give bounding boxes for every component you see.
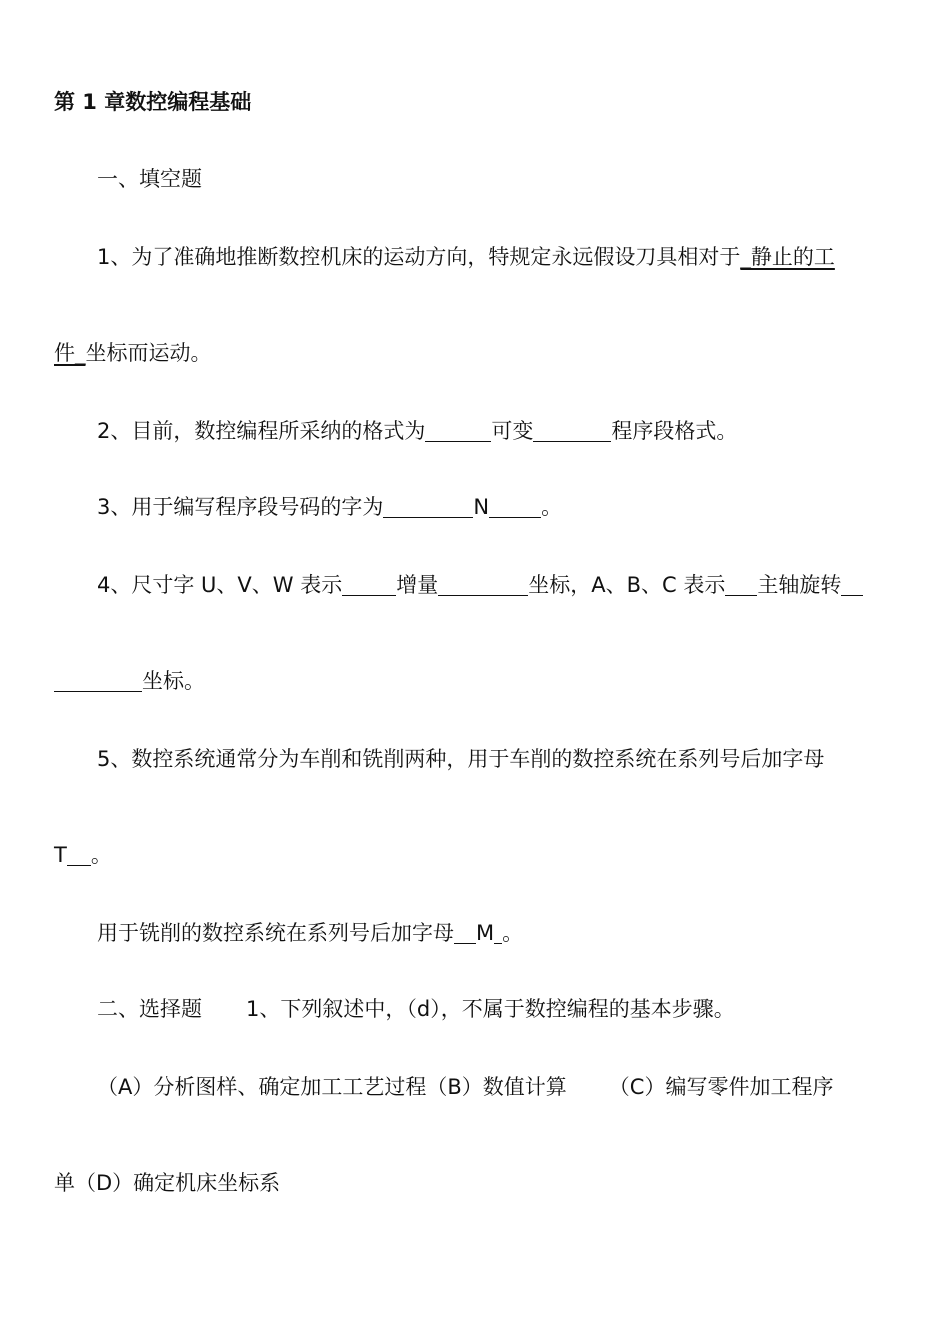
- answer-3: N: [473, 495, 490, 519]
- question-5-line-2: T 。: [54, 843, 112, 867]
- option-d: （D）确定机床坐标系: [75, 1171, 281, 1195]
- blank: [454, 921, 476, 944]
- question-1-line-2: 件_坐标而运动。: [54, 341, 212, 365]
- blank: [67, 843, 91, 866]
- choice-1-options-line-2: 单（D）确定机床坐标系: [54, 1171, 281, 1195]
- option-b: （B）数值计算: [426, 1075, 567, 1099]
- section-choice-title: 二、选择题: [97, 997, 202, 1021]
- blank: [489, 495, 541, 518]
- answer-2: 可变: [491, 419, 534, 443]
- question-5-line-3: 用于铣削的数控系统在系列号后加字母 M 。: [97, 921, 524, 945]
- option-c: （C）编写零件加工程序: [608, 1075, 834, 1099]
- section-choice-line: [97, 994, 950, 1024]
- answer-4b: 主轴旋转: [757, 573, 842, 597]
- blank: [725, 573, 757, 596]
- blank: [438, 573, 528, 596]
- answer-5a: T: [54, 843, 67, 867]
- answer-1a: _静止的工: [740, 245, 835, 269]
- chapter-title: 第 1 章数控编程基础: [54, 90, 252, 114]
- blank: [342, 573, 396, 596]
- answer-4a: 增量: [396, 573, 439, 597]
- blank: [425, 419, 491, 442]
- answer-5b: M: [476, 921, 495, 945]
- blank: [494, 921, 502, 944]
- question-1-line-1: 1、为了准确地推断数控机床的运动方向，特规定永远假设刀具相对于_静止的工: [97, 245, 835, 269]
- choice-1-options-line-1: [97, 1072, 950, 1102]
- choice-1-stem: 1、下列叙述中，（d），不属于数控编程的基本步骤。: [246, 997, 735, 1021]
- question-5-line-1: 5、数控系统通常分为车削和铣削两种，用于车削的数控系统在系列号后加字母: [97, 747, 825, 771]
- blank: [533, 419, 611, 442]
- blank: [54, 669, 142, 692]
- question-2: 2、目前，数控编程所采纳的格式为 可变 程序段格式。: [97, 419, 738, 443]
- question-4-line-1: 4、尺寸字 U、V、W 表示 增量 坐标，A、B、C 表示 主轴旋转: [97, 570, 950, 600]
- question-3: 3、用于编写程序段号码的字为 N 。: [97, 495, 563, 519]
- blank: [841, 573, 863, 596]
- option-a: （A）分析图样、确定加工工艺过程: [97, 1075, 427, 1099]
- question-4-line-2: 坐标。: [54, 666, 950, 696]
- section-fill-in-title: 一、填空题: [97, 167, 202, 191]
- blank: [383, 495, 473, 518]
- answer-1b: 件_: [54, 341, 86, 365]
